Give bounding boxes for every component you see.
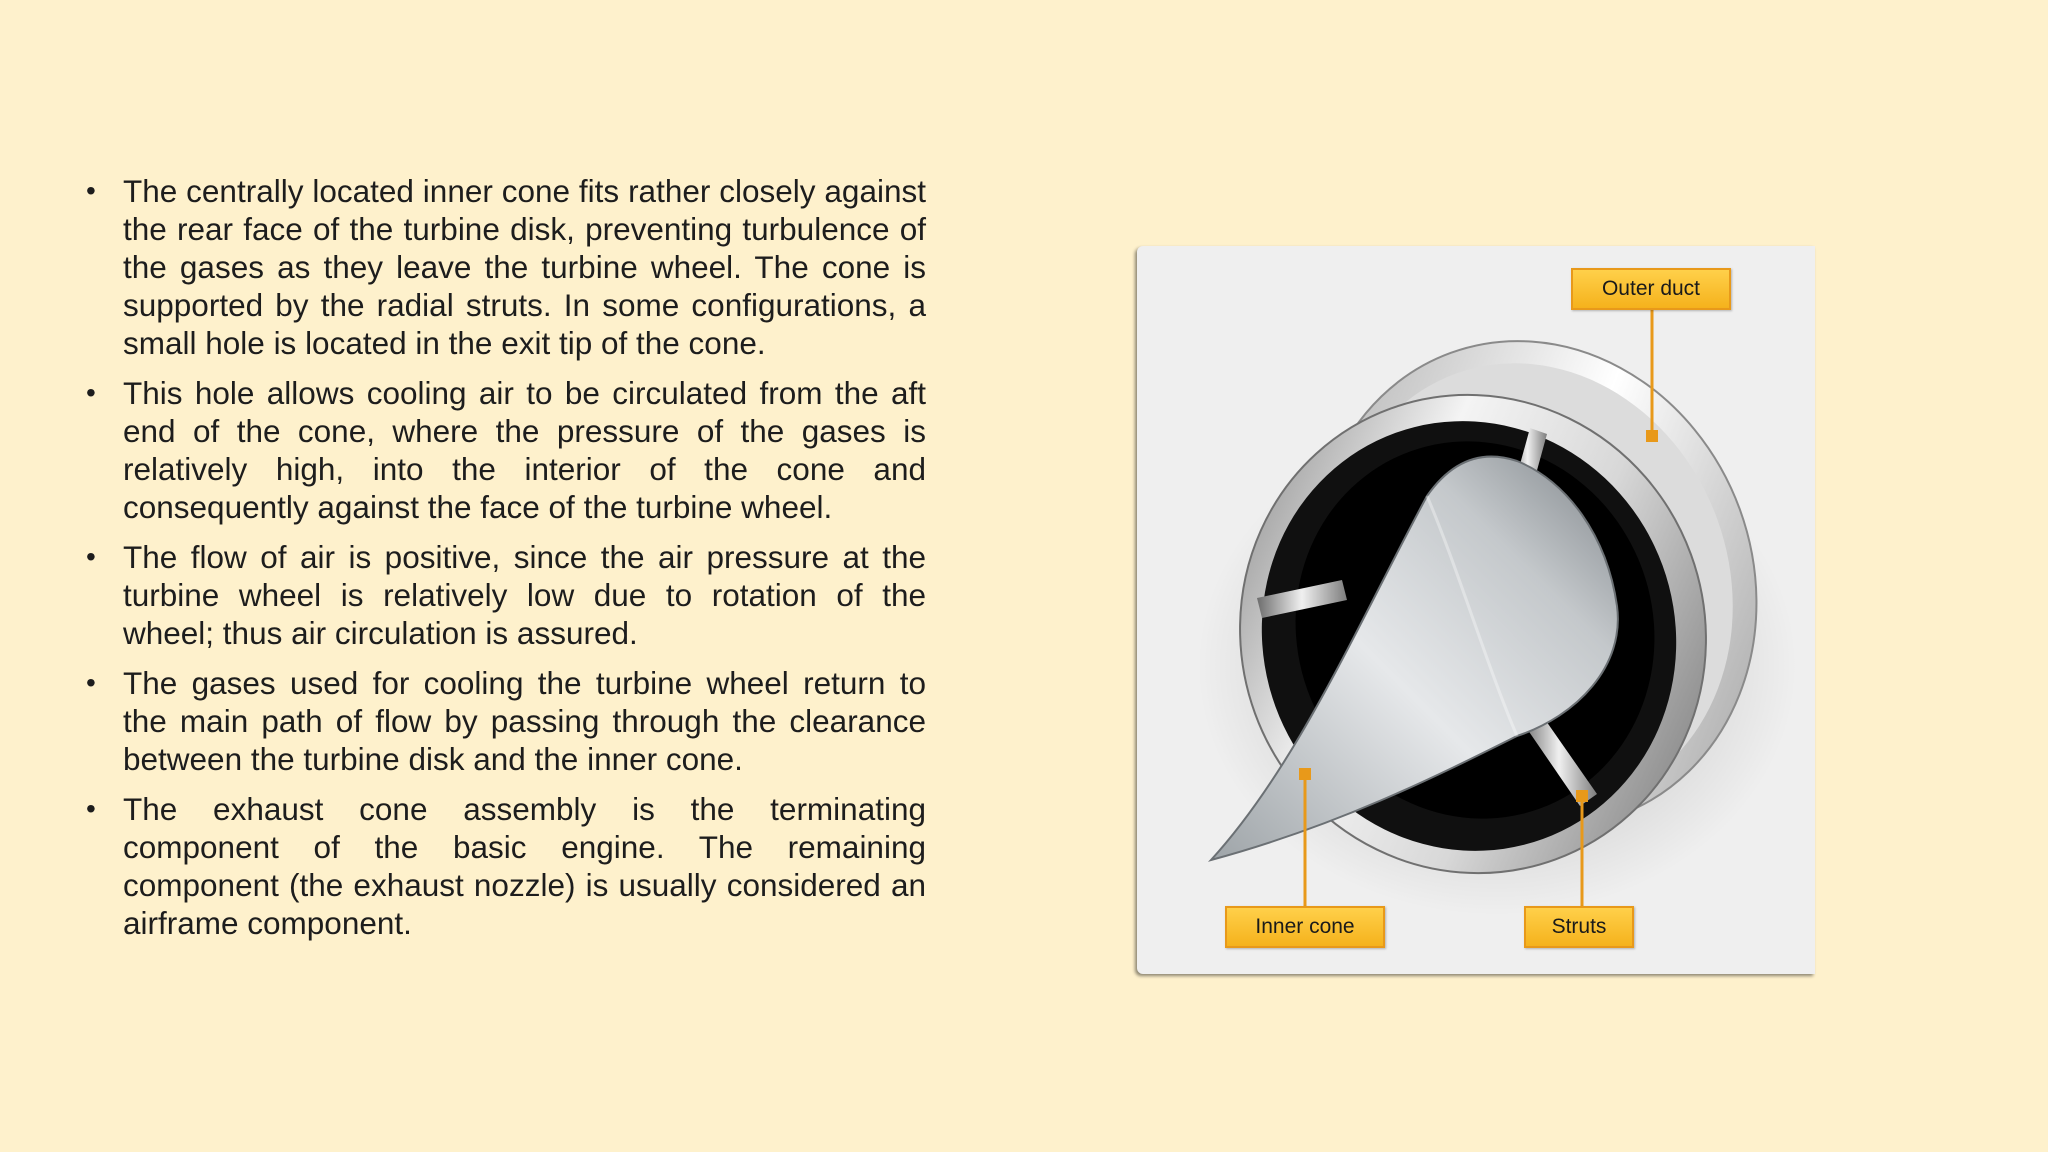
bullet-icon: • — [86, 175, 96, 206]
bullet-item — [82, 374, 926, 526]
bullet-icon: • — [86, 667, 96, 698]
bullet-icon: • — [86, 377, 96, 408]
bullet-text: The gases used for cooling the turbine wheel return to the main path of flow by passing through the clearance between the turbine disk and the inner cone. — [123, 665, 926, 777]
inner-cone-leader-dot — [1299, 768, 1311, 780]
exhaust-cone-illustration — [1137, 246, 1815, 974]
bullet-list — [82, 172, 926, 954]
bullet-item — [82, 664, 926, 778]
exhaust-cone-drawing — [1137, 246, 1815, 974]
bullet-text: The flow of air is positive, since the air pressure at the turbine wheel is relatively low due to rotation of the wheel; thus air circulation is assured. — [123, 539, 926, 651]
struts-label: Struts — [1524, 906, 1634, 948]
inner-cone-label: Inner cone — [1225, 906, 1385, 948]
bullet-item — [82, 790, 926, 942]
struts-leader-dot — [1576, 790, 1588, 802]
bullet-text: This hole allows cooling air to be circulated from the aft end of the cone, where the pressure of the gases is relatively high, into the interior of the cone and consequently against the face of the turbine wheel. — [123, 375, 926, 525]
outer-duct-label: Outer duct — [1571, 268, 1731, 310]
bullet-text: The exhaust cone assembly is the terminating component of the basic engine. The remaining component (the exhaust nozzle) is usually considered an airframe component. — [123, 791, 926, 941]
bullet-item — [82, 538, 926, 652]
bullet-item — [82, 172, 926, 362]
bullet-icon: • — [86, 793, 96, 824]
outer-duct-leader-dot — [1646, 430, 1658, 442]
bullet-text: The centrally located inner cone fits rather closely against the rear face of the turbine disk, preventing turbulence of the gases as they leave the turbine wheel. The cone is supported by the radial struts. In some configurations, a small hole is located in the exit tip of the cone. — [123, 173, 926, 361]
bullet-icon: • — [86, 541, 96, 572]
